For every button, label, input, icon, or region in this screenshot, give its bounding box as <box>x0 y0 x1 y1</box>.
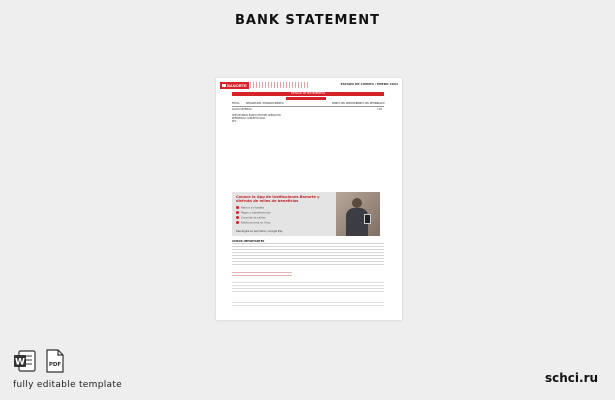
promo-banner <box>232 192 380 236</box>
promo-item: Notificaciones en línea <box>236 221 336 225</box>
promo-photo <box>336 192 380 236</box>
legal-text-block <box>232 243 384 265</box>
table-row <box>232 108 384 111</box>
paragraph-lines <box>232 282 384 294</box>
table-row <box>232 120 384 123</box>
statement-preview <box>216 78 402 320</box>
row-description: SALDO ANTERIOR <box>232 108 252 111</box>
bullet-icon <box>236 216 239 219</box>
statement-header <box>220 81 398 91</box>
bank-logo <box>220 82 249 89</box>
word-file-icon <box>13 349 37 373</box>
word-letter: W <box>15 357 25 368</box>
row-balance: 7.82 <box>377 108 382 111</box>
row-description: RFC <box>232 120 237 123</box>
column-header-deposit: MONTO DEL DEPÓSITO <box>332 102 358 105</box>
table-header <box>232 102 384 107</box>
promo-item: Consulta de saldos <box>236 216 336 220</box>
row-description: SPEI RECIBIDO BANCO DESTINO OPERACIÓN <box>232 114 281 117</box>
footer-lines <box>232 302 384 308</box>
promo-item: Pagos y transferencias <box>236 211 336 215</box>
logo-text: BANORTE <box>227 83 247 88</box>
header-stripe-decoration <box>250 82 310 88</box>
column-header-description: DESCRIPCIÓN / ESTABLECIMIENTO <box>246 102 284 105</box>
legal-heading: AVISOS IMPORTANTES <box>232 240 265 243</box>
statement-header-title: ESTADO DE CUENTA / ENERO 2024 <box>340 82 398 86</box>
phone-icon <box>364 214 371 224</box>
bullet-icon <box>236 206 239 209</box>
pdf-label: PDF <box>48 362 62 368</box>
legal-notice <box>232 240 384 265</box>
promo-title: Conoce la App de Instituciones Banorte y disfruta de miles de beneficios <box>236 195 320 204</box>
template-caption: fully editable template <box>13 380 122 390</box>
row-description: REFERENCIA CONCEPTO PAGO <box>232 117 266 120</box>
promo-footer: Descárgala en App Store y Google Play <box>236 230 283 233</box>
red-note-lines <box>232 272 292 278</box>
section-subbar <box>286 97 326 100</box>
column-header-balance: SALDO <box>377 102 385 105</box>
section-bar: DETALLE DE MOVIMIENTOS <box>232 92 384 96</box>
person-head-shape <box>352 198 362 208</box>
bullet-icon <box>236 221 239 224</box>
column-header-withdrawal: MONTO DEL RETIRO <box>356 102 379 105</box>
logo-icon <box>222 84 226 87</box>
page-title: BANK STATEMENT <box>234 13 381 28</box>
column-header-date: FECHA <box>232 102 240 105</box>
site-watermark: schci.ru <box>545 371 599 385</box>
pdf-file-icon <box>45 349 65 373</box>
promo-item: Retiros sin tarjeta <box>236 206 336 210</box>
bullet-icon <box>236 211 239 214</box>
